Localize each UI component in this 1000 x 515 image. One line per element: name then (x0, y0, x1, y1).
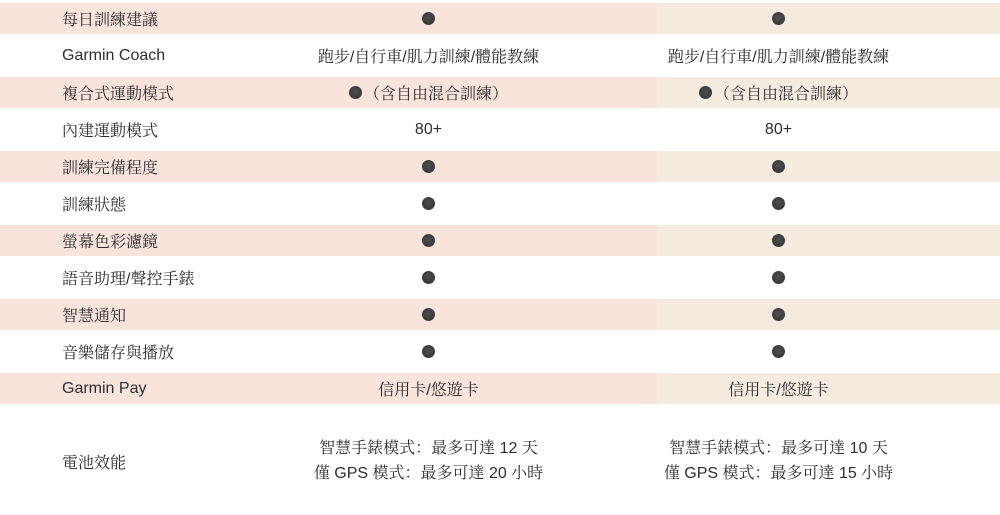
value-cell-1 (200, 333, 657, 370)
value-cell-2 (657, 407, 1000, 515)
availability-dot (422, 160, 435, 173)
table-row (0, 407, 1000, 515)
table-row (0, 333, 1000, 370)
value-cell-1 (200, 225, 657, 256)
battery-line: 僅 GPS 模式：最多可達 15 小時 (663, 465, 894, 482)
availability-dot (772, 271, 785, 284)
table-row (0, 296, 1000, 333)
value-cell-1 (200, 407, 657, 515)
feature-label: 智慧通知 (0, 299, 200, 330)
availability-dot (772, 160, 785, 173)
value-cell-2 (657, 185, 1000, 222)
feature-label: 音樂儲存與播放 (62, 345, 175, 362)
feature-label: Garmin Coach (62, 46, 166, 64)
value-cell-1 (200, 185, 657, 222)
availability-dot (699, 86, 712, 99)
value-text: 信用卡/悠遊卡 (378, 382, 479, 399)
value-cell-2 (657, 111, 1000, 148)
value-cell-1 (200, 37, 657, 74)
availability-dot (772, 12, 785, 25)
value-cell-1 (200, 111, 657, 148)
value-text: 信用卡/悠遊卡 (728, 382, 829, 399)
table-row (0, 111, 1000, 148)
table-row (0, 370, 1000, 407)
availability-dot (772, 234, 785, 247)
availability-dot (772, 345, 785, 358)
value-cell-1 (200, 151, 657, 182)
value-text: 跑步/自行車/肌力訓練/體能教練 (667, 49, 890, 66)
table-row (0, 148, 1000, 185)
value-cell-2 (657, 225, 1000, 256)
availability-dot (422, 12, 435, 25)
feature-label: 語音助理/聲控手錶 (62, 271, 195, 288)
table-row (0, 37, 1000, 74)
feature-label: 每日訓練建議 (0, 3, 200, 34)
value-cell-2 (657, 373, 1000, 404)
table-row (0, 74, 1000, 111)
value-cell-2 (657, 151, 1000, 182)
value-cell-2 (657, 299, 1000, 330)
value-cell-1 (200, 259, 657, 296)
value-cell-2 (657, 259, 1000, 296)
availability-dot (422, 197, 435, 210)
value-cell-2 (657, 37, 1000, 74)
table-row (0, 0, 1000, 37)
value-cell-1 (200, 373, 657, 404)
feature-label: 電池效能 (62, 454, 127, 472)
value-cell-2 (657, 3, 1000, 34)
table-row (0, 185, 1000, 222)
value-text: （含自由混合訓練） (363, 86, 508, 103)
battery-info (314, 436, 543, 486)
value-text: 80+ (414, 120, 443, 138)
feature-label: 複合式運動模式 (0, 77, 200, 108)
availability-dot (422, 234, 435, 247)
battery-line: 僅 GPS 模式：最多可達 20 小時 (313, 465, 544, 482)
availability-dot (349, 86, 362, 99)
availability-dot (772, 197, 785, 210)
value-text: 80+ (764, 120, 793, 138)
value-text: 跑步/自行車/肌力訓練/體能教練 (317, 49, 540, 66)
availability-dot (422, 345, 435, 358)
feature-label: Garmin Pay (0, 373, 200, 404)
battery-line: 智慧手錶模式：最多可達 10 天 (669, 440, 888, 457)
value-cell-2 (657, 77, 1000, 108)
value-cell-1 (200, 3, 657, 34)
availability-dot (772, 308, 785, 321)
feature-label: 內建運動模式 (62, 123, 159, 140)
table-row (0, 222, 1000, 259)
feature-label: 訓練完備程度 (0, 151, 200, 182)
availability-dot (422, 308, 435, 321)
value-cell-1 (200, 77, 657, 108)
value-cell-2 (657, 333, 1000, 370)
feature-label: 螢幕色彩濾鏡 (0, 225, 200, 256)
battery-line: 智慧手錶模式：最多可達 12 天 (319, 440, 538, 457)
table-row (0, 259, 1000, 296)
availability-dot (422, 271, 435, 284)
feature-label: 訓練狀態 (62, 197, 127, 214)
battery-info (664, 436, 893, 486)
value-cell-1 (200, 299, 657, 330)
value-text: （含自由混合訓練） (713, 86, 858, 103)
